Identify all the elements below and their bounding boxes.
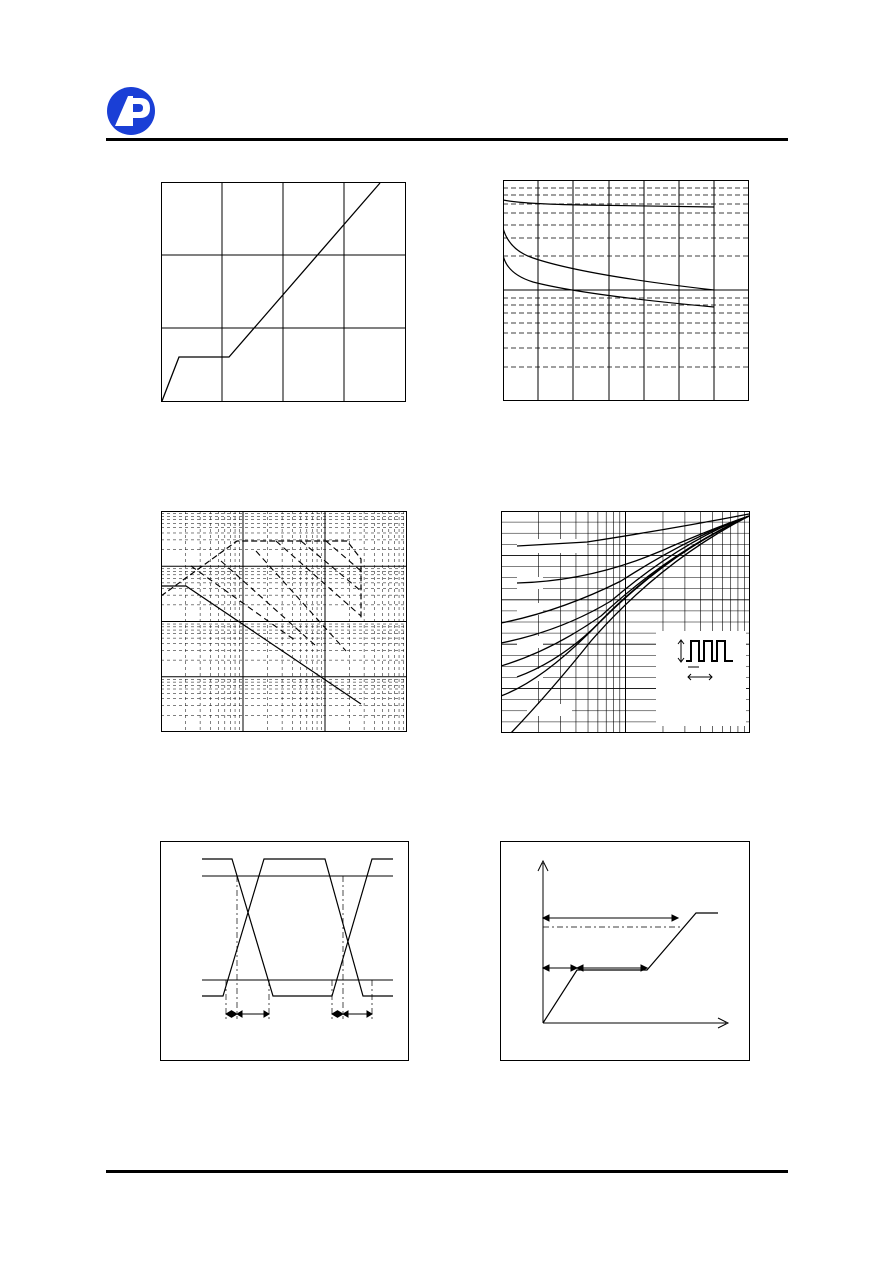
chart-3-series-dashed [161,541,361,619]
chart-3-series-solid [161,586,361,704]
chart-1-series [162,183,380,401]
chart-3-diagonals [191,541,361,651]
chart-3 [161,511,407,732]
chart-1-grid [161,182,406,402]
chart-2 [503,180,749,401]
switching-waveform-diagram [160,841,409,1061]
chart-4 [501,511,750,733]
chart-3-grid [161,511,407,732]
company-logo-icon [106,86,156,136]
gate-charge-diagram [500,841,750,1061]
chart-1 [161,182,406,402]
header-rule [106,138,788,141]
footer-rule [106,1170,788,1173]
